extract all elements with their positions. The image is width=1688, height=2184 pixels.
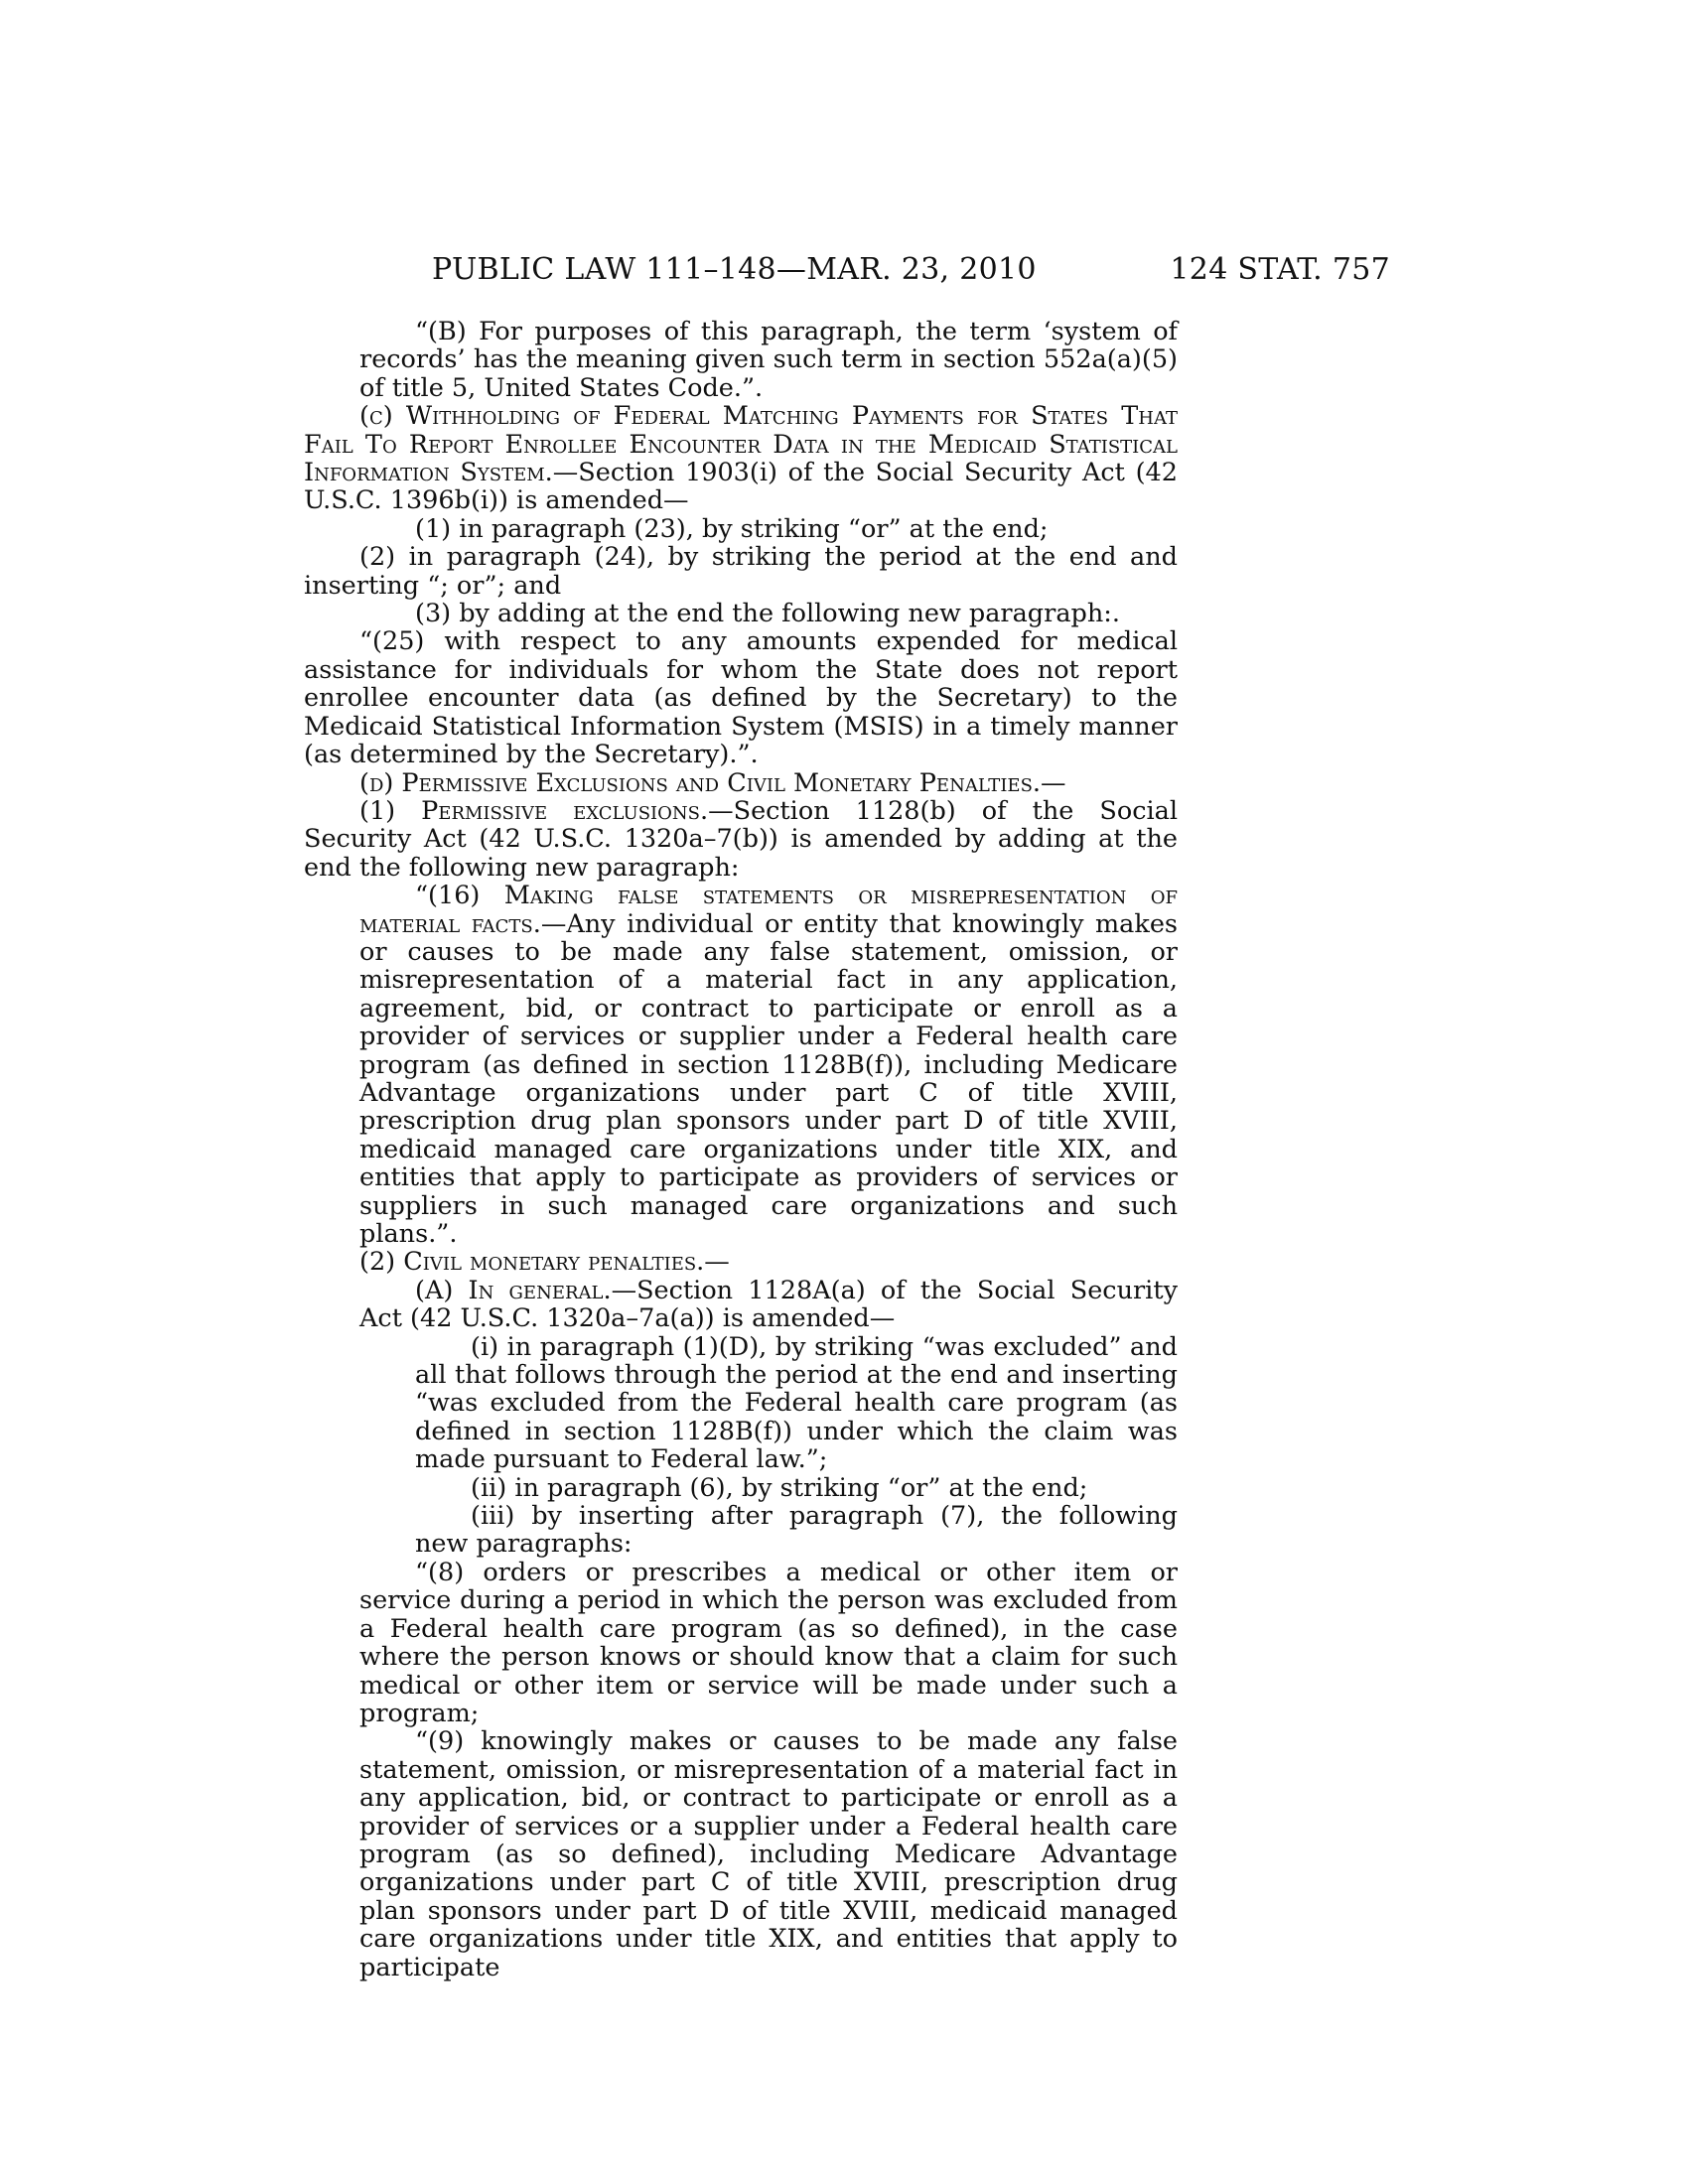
paragraph-9-false-statement: “(9) knowingly makes or causes to be made any false statement, omission, or misrepresentation of a material fact in any application, bid, or contract to participate or enroll as a provider of services or a supplier under a Federal health care program (as so defined), including Medicare Advantage organizations under part C of title XVIII, prescription drug plan sponsors under part D of title XVIII, medicaid managed care organizations under title XIX, and entities that apply to participate bbox=[359, 1726, 1178, 1982]
paragraph-a-in-general bbox=[304, 1277, 1178, 1333]
page-number: 124 STAT. 757 bbox=[1170, 252, 1390, 287]
paragraph-25-msis: “(25) with respect to any amounts expended for medical assistance for individuals for whom the State does not report enrollee encounter data (as defined by the Secretary) to the Medicaid Statistical Information System (MSIS) in a timely manner (as determined by the Secretary).”. bbox=[304, 626, 1178, 770]
document-body bbox=[304, 318, 1178, 1981]
paragraph-d1-heading: (1) Permissive exclusions. bbox=[359, 795, 709, 826]
paragraph-c-withholding bbox=[304, 402, 1178, 515]
paragraph-i-paragraph-1d: (i) in paragraph (1)(D), by striking “was excluded” and all that follows through the period at the end and inserting “was excluded from the Federal health care program (as defined in section 1128B(f)) under which the claim was made pursuant to Federal law.”; bbox=[415, 1331, 1178, 1475]
paragraph-d1-permissive-exclusions bbox=[304, 797, 1178, 882]
paragraph-16-false-statements bbox=[304, 882, 1178, 1248]
paragraph-2-paragraph-24: (2) in paragraph (24), by striking the period at the end and inserting “; or”; and bbox=[304, 542, 1178, 601]
paragraph-d-heading: (d) Permissive Exclusions and Civil Monetary Penalties. bbox=[359, 767, 1041, 798]
paragraph-8-orders-or-prescribes: “(8) orders or prescribes a medical or other item or service during a period in which the person was excluded from a Federal health care program (as so defined), in the case where the person knows or should know that a claim for such medical or other item or service will be made under such a program; bbox=[359, 1557, 1178, 1728]
paragraph-1-paragraph-23: (1) in paragraph (23), by striking “or” at the end; bbox=[415, 513, 1049, 544]
paragraph-d2-heading: (2) Civil monetary penalties. bbox=[359, 1247, 705, 1278]
paragraph-c-text: —Section 1903(i) of the Social Security Act (42 U.S.C. 1396b(i)) is amended— bbox=[304, 458, 1178, 516]
paragraph-a-text: —Section 1128A(a) of the Social Security Act (42 U.S.C. 1320a–7a(a)) is amended— bbox=[359, 1275, 1178, 1334]
paragraph-d-permissive-exclusions bbox=[304, 769, 1178, 797]
paragraph-ii-paragraph-6: (ii) in paragraph (6), by striking “or” at the end; bbox=[471, 1472, 1088, 1503]
paragraph-d-text: — bbox=[1041, 767, 1066, 798]
paragraph-d2-civil-monetary-penalties bbox=[304, 1248, 1178, 1276]
running-head: PUBLIC LAW 111–148—MAR. 23, 2010 bbox=[432, 252, 1037, 287]
paragraph-16-heading: “(16) Making false statements or misrepresentation of material facts. bbox=[359, 881, 1178, 939]
paragraph-d1-text: —Section 1128(b) of the Social Security Act (42 U.S.C. 1320a–7(b)) is amended by adding at the end the following new paragraph: bbox=[304, 795, 1178, 883]
paragraph-d2-text: — bbox=[704, 1247, 730, 1278]
paragraph-iii-new-paragraphs: (iii) by inserting after paragraph (7), the following new paragraphs: bbox=[415, 1501, 1178, 1560]
page-header bbox=[432, 250, 1390, 290]
paragraph-c-heading: (c) Withholding of Federal Matching Payments for States That Fail To Report Enrollee Encounter Data in the Medicaid Statistical Information System. bbox=[304, 401, 1179, 488]
paragraph-a-heading: (A) In general. bbox=[415, 1275, 612, 1305]
paragraph-3-new-paragraph: (3) by adding at the end the following new paragraph:. bbox=[415, 599, 1120, 629]
paragraph-b-system-of-records: “(B) For purposes of this paragraph, the term ‘system of records’ has the meaning given such term in section 552a(a)(5) of title 5, United States Code.”. bbox=[359, 317, 1178, 403]
paragraph-16-text: —Any individual or entity that knowingly makes or causes to be made any false statement, omission, or misrepresentation of a material fact in any application, agreement, bid, or contract to participate or enroll as a provider of services or supplier under a Federal health care program (as defined in section 1128B(f)), including Medicare Advantage organizations under part C of title XVIII, prescription drug plan sponsors under part D of title XVIII, medicaid managed care organizations under title XIX, and entities that apply to participate as providers of services or suppliers in such managed care organizations and such plans.”. bbox=[359, 908, 1178, 1249]
